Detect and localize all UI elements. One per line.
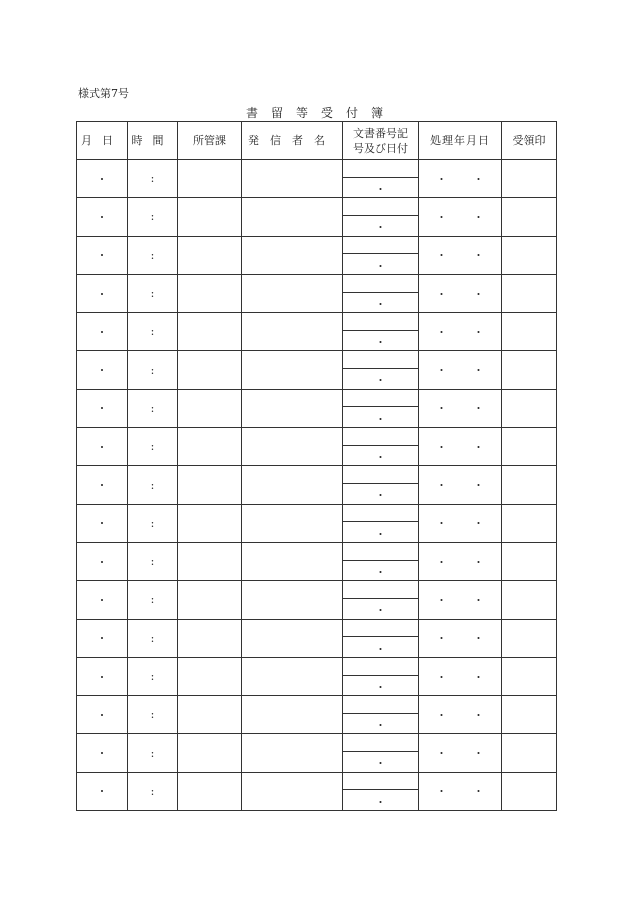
date-separator: ・ <box>96 593 108 607</box>
document-date-field[interactable] <box>343 293 418 313</box>
sender-cell[interactable] <box>242 389 343 427</box>
processed-date-cell[interactable] <box>419 619 502 657</box>
time-separator: : <box>150 363 155 377</box>
date-cell[interactable] <box>77 160 128 198</box>
document-number-cell <box>343 657 419 695</box>
document-number-field[interactable] <box>343 734 418 752</box>
processed-date-separator: ・ <box>473 172 484 186</box>
processed-date-separator: ・ <box>436 517 447 531</box>
receipt-seal-cell[interactable] <box>502 428 557 466</box>
processed-date-cell[interactable] <box>419 428 502 466</box>
document-number-cell <box>343 619 419 657</box>
date-separator: ・ <box>96 479 108 493</box>
document-number-cell <box>343 466 419 504</box>
department-cell[interactable] <box>178 619 242 657</box>
page-title: 書留等受付簿 <box>246 106 397 120</box>
time-separator: : <box>150 248 155 262</box>
processed-date-cell[interactable] <box>419 772 502 810</box>
sender-cell[interactable] <box>242 581 343 619</box>
processed-date-separator: ・ <box>436 593 447 607</box>
processed-date-separator: ・ <box>436 249 447 263</box>
document-date-separator: ・ <box>375 680 386 694</box>
document-date-separator: ・ <box>375 489 386 503</box>
receipt-seal-cell[interactable] <box>502 351 557 389</box>
document-number-field[interactable] <box>343 275 418 293</box>
time-separator: : <box>150 478 155 492</box>
department-cell[interactable] <box>178 466 242 504</box>
table-row <box>77 466 557 504</box>
table-row <box>77 696 557 734</box>
date-cell[interactable] <box>77 313 128 351</box>
time-separator: : <box>150 708 155 722</box>
time-separator: : <box>150 631 155 645</box>
table-row <box>77 504 557 542</box>
date-separator: ・ <box>96 325 108 339</box>
date-separator: ・ <box>96 364 108 378</box>
document-number-cell <box>343 734 419 772</box>
department-cell[interactable] <box>178 274 242 312</box>
document-number-cell <box>343 160 419 198</box>
time-cell[interactable] <box>128 198 178 236</box>
document-number-cell <box>343 313 419 351</box>
document-date-separator: ・ <box>375 336 386 350</box>
document-date-field[interactable] <box>343 331 418 351</box>
sender-cell[interactable] <box>242 696 343 734</box>
date-cell[interactable] <box>77 734 128 772</box>
time-cell[interactable] <box>128 772 178 810</box>
time-separator: : <box>150 593 155 607</box>
time-cell[interactable] <box>128 466 178 504</box>
processed-date-separator: ・ <box>436 287 447 301</box>
sender-cell[interactable] <box>242 466 343 504</box>
table-row <box>77 313 557 351</box>
document-number-field[interactable] <box>343 390 418 408</box>
date-separator: ・ <box>96 172 108 186</box>
table-row <box>77 198 557 236</box>
header-receipt-seal: 受領印 <box>502 122 557 160</box>
header-document-number-line2: 号及び日付 <box>353 141 408 155</box>
department-cell[interactable] <box>178 236 242 274</box>
date-cell[interactable] <box>77 696 128 734</box>
department-cell[interactable] <box>178 772 242 810</box>
table-row <box>77 542 557 580</box>
header-sender: 発信者名 <box>242 122 343 160</box>
date-separator: ・ <box>96 517 108 531</box>
processed-date-cell[interactable] <box>419 657 502 695</box>
department-cell[interactable] <box>178 351 242 389</box>
document-date-field[interactable] <box>343 522 418 542</box>
document-number-field[interactable] <box>343 620 418 638</box>
time-cell[interactable] <box>128 542 178 580</box>
document-number-field[interactable] <box>343 543 418 561</box>
department-cell[interactable] <box>178 504 242 542</box>
table-row <box>77 619 557 657</box>
department-cell[interactable] <box>178 389 242 427</box>
date-cell[interactable] <box>77 389 128 427</box>
sender-cell[interactable] <box>242 428 343 466</box>
date-separator: ・ <box>96 249 108 263</box>
time-separator: : <box>150 555 155 569</box>
sender-cell[interactable] <box>242 504 343 542</box>
processed-date-cell[interactable] <box>419 274 502 312</box>
date-separator: ・ <box>96 670 108 684</box>
date-separator: ・ <box>96 210 108 224</box>
sender-cell[interactable] <box>242 772 343 810</box>
document-date-separator: ・ <box>375 642 386 656</box>
processed-date-separator: ・ <box>473 708 484 722</box>
document-date-separator: ・ <box>375 719 386 733</box>
date-separator: ・ <box>96 402 108 416</box>
processed-date-cell[interactable] <box>419 313 502 351</box>
document-number-cell <box>343 389 419 427</box>
processed-date-separator: ・ <box>473 517 484 531</box>
header-document-number-line1: 文書番号記 <box>353 126 408 140</box>
sender-cell[interactable] <box>242 619 343 657</box>
time-separator: : <box>150 210 155 224</box>
document-date-field[interactable] <box>343 599 418 619</box>
document-number-cell <box>343 504 419 542</box>
date-cell[interactable] <box>77 466 128 504</box>
document-number-cell <box>343 581 419 619</box>
document-number-cell <box>343 772 419 810</box>
department-cell[interactable] <box>178 696 242 734</box>
document-number-cell <box>343 198 419 236</box>
table-row <box>77 734 557 772</box>
department-cell[interactable] <box>178 734 242 772</box>
document-date-separator: ・ <box>375 374 386 388</box>
processed-date-separator: ・ <box>473 210 484 224</box>
header-document-number <box>343 122 419 160</box>
document-number-field[interactable] <box>343 237 418 255</box>
processed-date-cell[interactable] <box>419 351 502 389</box>
document-date-separator: ・ <box>375 795 386 809</box>
document-number-cell <box>343 542 419 580</box>
processed-date-separator: ・ <box>473 249 484 263</box>
document-date-separator: ・ <box>375 451 386 465</box>
document-date-field[interactable] <box>343 752 418 772</box>
document-date-field[interactable] <box>343 561 418 581</box>
registered-mail-ledger-table <box>76 121 557 811</box>
receipt-seal-cell[interactable] <box>502 581 557 619</box>
processed-date-cell[interactable] <box>419 466 502 504</box>
document-number-field[interactable] <box>343 696 418 714</box>
time-cell[interactable] <box>128 351 178 389</box>
date-cell[interactable] <box>77 542 128 580</box>
receipt-seal-cell[interactable] <box>502 696 557 734</box>
processed-date-separator: ・ <box>473 287 484 301</box>
receipt-seal-cell[interactable] <box>502 657 557 695</box>
document-date-separator: ・ <box>375 259 386 273</box>
date-separator: ・ <box>96 747 108 761</box>
document-number-field[interactable] <box>343 658 418 676</box>
document-date-field[interactable] <box>343 790 418 810</box>
date-cell[interactable] <box>77 274 128 312</box>
receipt-seal-cell[interactable] <box>502 772 557 810</box>
sender-cell[interactable] <box>242 542 343 580</box>
processed-date-cell[interactable] <box>419 389 502 427</box>
time-cell[interactable] <box>128 313 178 351</box>
document-date-separator: ・ <box>375 757 386 771</box>
form-number-label: 様式第7号 <box>78 87 129 100</box>
time-cell[interactable] <box>128 734 178 772</box>
processed-date-separator: ・ <box>436 785 447 799</box>
processed-date-separator: ・ <box>436 708 447 722</box>
sender-cell[interactable] <box>242 313 343 351</box>
time-cell[interactable] <box>128 274 178 312</box>
time-separator: : <box>150 401 155 415</box>
document-number-field[interactable] <box>343 581 418 599</box>
processed-date-separator: ・ <box>436 402 447 416</box>
processed-date-cell[interactable] <box>419 160 502 198</box>
time-cell[interactable] <box>128 581 178 619</box>
header-time: 時間 <box>128 122 178 160</box>
document-date-field[interactable] <box>343 216 418 236</box>
time-cell[interactable] <box>128 160 178 198</box>
date-separator: ・ <box>96 440 108 454</box>
time-cell[interactable] <box>128 428 178 466</box>
receipt-seal-cell[interactable] <box>502 542 557 580</box>
processed-date-separator: ・ <box>473 440 484 454</box>
processed-date-cell[interactable] <box>419 542 502 580</box>
document-number-field[interactable] <box>343 198 418 216</box>
processed-date-cell[interactable] <box>419 581 502 619</box>
receipt-seal-cell[interactable] <box>502 734 557 772</box>
processed-date-separator: ・ <box>436 172 447 186</box>
processed-date-separator: ・ <box>436 210 447 224</box>
document-date-field[interactable] <box>343 407 418 427</box>
processed-date-separator: ・ <box>473 479 484 493</box>
processed-date-separator: ・ <box>436 364 447 378</box>
table-row <box>77 274 557 312</box>
document-date-separator: ・ <box>375 565 386 579</box>
time-cell[interactable] <box>128 696 178 734</box>
processed-date-separator: ・ <box>473 785 484 799</box>
ledger-body <box>77 160 557 811</box>
table-row <box>77 389 557 427</box>
date-cell[interactable] <box>77 581 128 619</box>
sender-cell[interactable] <box>242 351 343 389</box>
receipt-seal-cell[interactable] <box>502 160 557 198</box>
date-cell[interactable] <box>77 236 128 274</box>
date-separator: ・ <box>96 555 108 569</box>
date-cell[interactable] <box>77 619 128 657</box>
department-cell[interactable] <box>178 657 242 695</box>
document-date-field[interactable] <box>343 484 418 504</box>
document-number-cell <box>343 351 419 389</box>
processed-date-separator: ・ <box>436 747 447 761</box>
document-date-separator: ・ <box>375 221 386 235</box>
document-date-separator: ・ <box>375 297 386 311</box>
time-cell[interactable] <box>128 504 178 542</box>
document-date-separator: ・ <box>375 527 386 541</box>
document-date-separator: ・ <box>375 182 386 196</box>
processed-date-separator: ・ <box>473 402 484 416</box>
document-date-field[interactable] <box>343 676 418 696</box>
receipt-seal-cell[interactable] <box>502 619 557 657</box>
processed-date-cell[interactable] <box>419 734 502 772</box>
document-number-field[interactable] <box>343 773 418 791</box>
date-cell[interactable] <box>77 351 128 389</box>
document-number-field[interactable] <box>343 505 418 523</box>
sender-cell[interactable] <box>242 734 343 772</box>
processed-date-cell[interactable] <box>419 504 502 542</box>
document-date-field[interactable] <box>343 254 418 274</box>
processed-date-separator: ・ <box>473 325 484 339</box>
processed-date-separator: ・ <box>473 670 484 684</box>
processed-date-separator: ・ <box>473 555 484 569</box>
department-cell[interactable] <box>178 198 242 236</box>
table-row <box>77 772 557 810</box>
processed-date-separator: ・ <box>436 325 447 339</box>
date-cell[interactable] <box>77 428 128 466</box>
processed-date-separator: ・ <box>473 364 484 378</box>
date-cell[interactable] <box>77 504 128 542</box>
date-separator: ・ <box>96 287 108 301</box>
header-date: 月日 <box>77 122 128 160</box>
header-processed-date: 処理年月日 <box>419 122 502 160</box>
processed-date-separator: ・ <box>436 555 447 569</box>
date-separator: ・ <box>96 632 108 646</box>
processed-date-cell[interactable] <box>419 696 502 734</box>
document-number-field[interactable] <box>343 428 418 446</box>
table-row <box>77 236 557 274</box>
receipt-seal-cell[interactable] <box>502 466 557 504</box>
date-cell[interactable] <box>77 657 128 695</box>
table-row <box>77 160 557 198</box>
time-separator: : <box>150 746 155 760</box>
processed-date-separator: ・ <box>436 440 447 454</box>
document-number-cell <box>343 696 419 734</box>
receipt-seal-cell[interactable] <box>502 198 557 236</box>
department-cell[interactable] <box>178 428 242 466</box>
table-row <box>77 351 557 389</box>
table-row <box>77 581 557 619</box>
table-row <box>77 657 557 695</box>
document-date-field[interactable] <box>343 637 418 657</box>
date-separator: ・ <box>96 785 108 799</box>
time-separator: : <box>150 516 155 530</box>
header-department: 所管課 <box>178 122 242 160</box>
receipt-seal-cell[interactable] <box>502 313 557 351</box>
time-separator: : <box>150 670 155 683</box>
time-cell[interactable] <box>128 236 178 274</box>
department-cell[interactable] <box>178 581 242 619</box>
time-cell[interactable] <box>128 389 178 427</box>
document-number-field[interactable] <box>343 466 418 484</box>
table-row <box>77 428 557 466</box>
document-date-field[interactable] <box>343 714 418 734</box>
time-cell[interactable] <box>128 619 178 657</box>
processed-date-separator: ・ <box>473 593 484 607</box>
processed-date-separator: ・ <box>436 479 447 493</box>
department-cell[interactable] <box>178 160 242 198</box>
document-number-field[interactable] <box>343 351 418 369</box>
receipt-seal-cell[interactable] <box>502 504 557 542</box>
time-cell[interactable] <box>128 657 178 695</box>
processed-date-separator: ・ <box>436 670 447 684</box>
date-cell[interactable] <box>77 198 128 236</box>
document-date-field[interactable] <box>343 446 418 466</box>
document-date-field[interactable] <box>343 178 418 198</box>
processed-date-separator: ・ <box>473 632 484 646</box>
processed-date-separator: ・ <box>473 747 484 761</box>
sender-cell[interactable] <box>242 160 343 198</box>
time-separator: : <box>150 287 155 301</box>
sender-cell[interactable] <box>242 274 343 312</box>
document-number-field[interactable] <box>343 313 418 331</box>
date-separator: ・ <box>96 708 108 722</box>
department-cell[interactable] <box>178 542 242 580</box>
date-cell[interactable] <box>77 772 128 810</box>
sender-cell[interactable] <box>242 236 343 274</box>
processed-date-cell[interactable] <box>419 236 502 274</box>
processed-date-cell[interactable] <box>419 198 502 236</box>
document-number-cell <box>343 428 419 466</box>
time-separator: : <box>150 325 155 339</box>
receipt-seal-cell[interactable] <box>502 389 557 427</box>
department-cell[interactable] <box>178 313 242 351</box>
header-row <box>77 122 557 160</box>
processed-date-separator: ・ <box>436 632 447 646</box>
sender-cell[interactable] <box>242 657 343 695</box>
document-date-separator: ・ <box>375 604 386 618</box>
document-date-separator: ・ <box>375 412 386 426</box>
time-separator: : <box>150 172 155 186</box>
document-date-field[interactable] <box>343 369 418 389</box>
receipt-seal-cell[interactable] <box>502 236 557 274</box>
receipt-seal-cell[interactable] <box>502 274 557 312</box>
time-separator: : <box>150 440 155 454</box>
document-number-cell <box>343 274 419 312</box>
document-number-cell <box>343 236 419 274</box>
sender-cell[interactable] <box>242 198 343 236</box>
document-number-field[interactable] <box>343 160 418 178</box>
time-separator: : <box>150 784 155 798</box>
